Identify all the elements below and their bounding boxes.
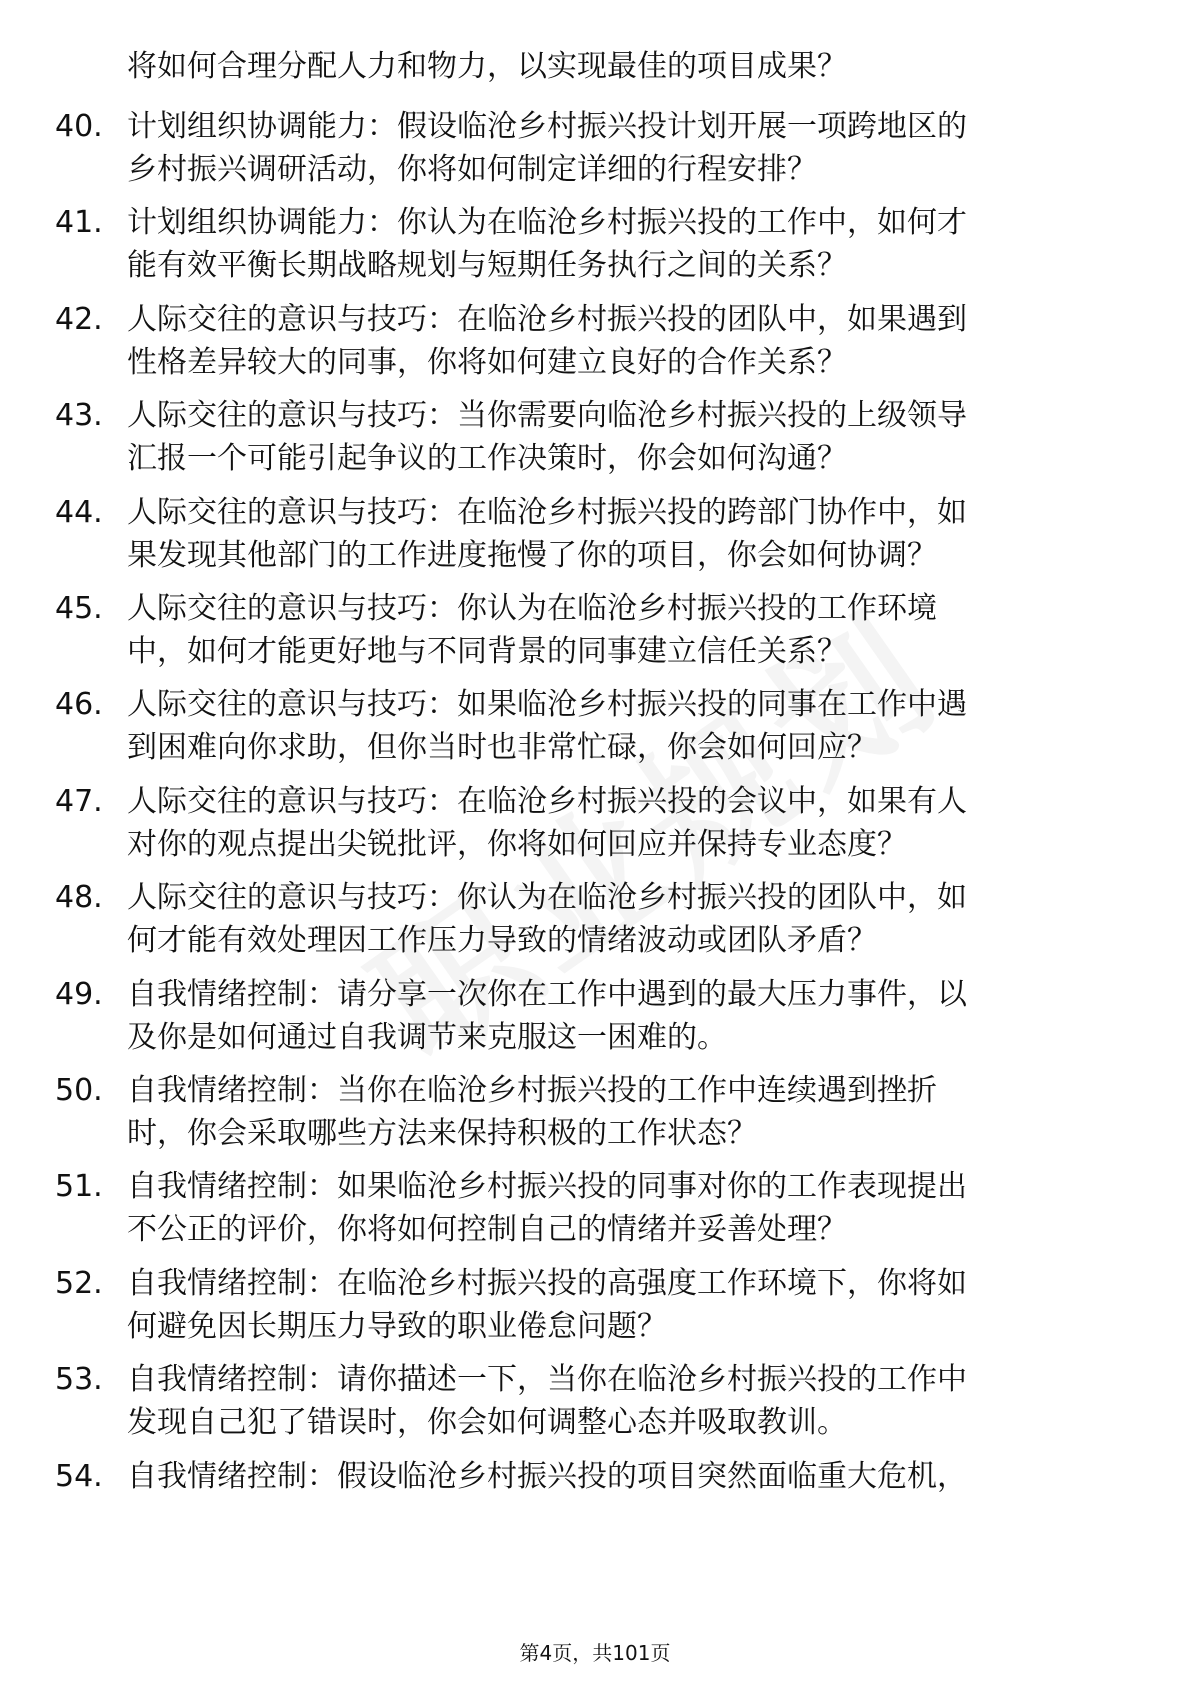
question-line-2: 及你是如何通过自我调节来克服这一困难的。 — [127, 1019, 727, 1055]
question-item — [0, 105, 1190, 191]
question-text — [127, 1358, 967, 1444]
question-item — [0, 1455, 1190, 1541]
question-text — [127, 587, 937, 673]
question-line-2: 时，你会采取哪些方法来保持积极的工作状态？ — [127, 1116, 757, 1151]
question-number: 52. — [55, 1265, 103, 1301]
question-item — [0, 491, 1190, 577]
question-text — [127, 973, 967, 1059]
continuation-line: 将如何合理分配人力和物力，以实现最佳的项目成果？ — [127, 49, 847, 84]
question-line-2: 能有效平衡长期战略规划与短期任务执行之间的关系？ — [127, 248, 847, 284]
question-item — [0, 201, 1190, 287]
question-line-2: 对你的观点提出尖锐批评，你将如何回应并保持专业态度？ — [127, 826, 907, 862]
question-number: 46. — [55, 687, 103, 723]
question-item — [0, 1358, 1190, 1444]
question-text — [127, 1455, 967, 1498]
question-text — [127, 394, 967, 480]
question-text — [127, 1069, 937, 1155]
question-number: 49. — [55, 976, 103, 1012]
question-text — [127, 105, 967, 191]
question-line-1: 自我情绪控制：请你描述一下，当你在临沧乡村振兴投的工作中 — [127, 1362, 967, 1398]
question-number: 48. — [55, 880, 103, 916]
question-number: 50. — [55, 1073, 103, 1108]
question-text — [127, 780, 967, 866]
question-number: 41. — [55, 205, 103, 241]
question-text — [127, 298, 967, 384]
question-line-2: 到困难向你求助，但你当时也非常忙碌，你会如何回应？ — [127, 730, 877, 766]
question-item — [0, 587, 1190, 673]
question-line-1: 人际交往的意识与技巧：你认为在临沧乡村振兴投的工作环境 — [127, 591, 937, 626]
question-line-1: 人际交往的意识与技巧：在临沧乡村振兴投的会议中，如果有人 — [127, 783, 967, 819]
question-text — [127, 491, 967, 577]
question-text — [127, 1165, 967, 1251]
question-line-2: 性格差异较大的同事，你将如何建立良好的合作关系？ — [127, 344, 847, 380]
question-item — [0, 780, 1190, 866]
question-text — [127, 1262, 967, 1348]
question-line-1: 计划组织协调能力：假设临沧乡村振兴投计划开展一项跨地区的 — [127, 109, 967, 144]
question-line-1: 自我情绪控制：请分享一次你在工作中遇到的最大压力事件，以 — [127, 976, 967, 1012]
question-line-1: 人际交往的意识与技巧：如果临沧乡村振兴投的同事在工作中遇 — [127, 687, 967, 723]
question-line-1: 人际交往的意识与技巧：当你需要向临沧乡村振兴投的上级领导 — [127, 398, 967, 434]
question-line-1: 自我情绪控制：当你在临沧乡村振兴投的工作中连续遇到挫折 — [127, 1073, 937, 1108]
question-line-1: 自我情绪控制：如果临沧乡村振兴投的同事对你的工作表现提出 — [127, 1169, 967, 1205]
question-number: 45. — [55, 591, 103, 626]
question-number: 51. — [55, 1169, 103, 1205]
question-text — [127, 876, 967, 962]
question-item — [0, 1165, 1190, 1251]
question-line-2: 不公正的评价，你将如何控制自己的情绪并妥善处理？ — [127, 1212, 847, 1248]
question-number: 47. — [55, 783, 103, 819]
page-footer: 第4页，共101页 — [519, 1641, 671, 1665]
question-text — [127, 201, 967, 287]
question-number: 54. — [55, 1458, 103, 1494]
question-text — [127, 683, 967, 769]
question-line-1: 人际交往的意识与技巧：你认为在临沧乡村振兴投的团队中，如 — [127, 880, 967, 916]
question-line-1: 自我情绪控制：假设临沧乡村振兴投的项目突然面临重大危机， — [127, 1458, 967, 1494]
question-number: 42. — [55, 301, 103, 337]
question-line-2: 发现自己犯了错误时，你会如何调整心态并吸取教训。 — [127, 1405, 847, 1441]
question-number: 43. — [55, 398, 103, 434]
question-item — [0, 1262, 1190, 1348]
question-item — [0, 394, 1190, 480]
question-line-1: 自我情绪控制：在临沧乡村振兴投的高强度工作环境下，你将如 — [127, 1265, 967, 1301]
question-item — [0, 298, 1190, 384]
question-line-2: 何才能有效处理因工作压力导致的情绪波动或团队矛盾？ — [127, 923, 877, 959]
question-line-1: 人际交往的意识与技巧：在临沧乡村振兴投的跨部门协作中，如 — [127, 494, 967, 530]
question-line-2: 乡村振兴调研活动，你将如何制定详细的行程安排？ — [127, 152, 817, 187]
question-line-2: 汇报一个可能引起争议的工作决策时，你会如何沟通？ — [127, 441, 847, 477]
question-item — [0, 683, 1190, 769]
question-item — [0, 876, 1190, 962]
question-line-1: 人际交往的意识与技巧：在临沧乡村振兴投的团队中，如果遇到 — [127, 301, 967, 337]
question-item — [0, 1069, 1190, 1155]
question-line-2: 何避免因长期压力导致的职业倦怠问题？ — [127, 1308, 667, 1344]
question-line-2: 果发现其他部门的工作进度拖慢了你的项目，你会如何协调？ — [127, 537, 937, 573]
question-number: 44. — [55, 494, 103, 530]
question-line-2: 中，如何才能更好地与不同背景的同事建立信任关系？ — [127, 634, 847, 669]
question-number: 40. — [55, 109, 103, 144]
question-number: 53. — [55, 1362, 103, 1398]
question-line-1: 计划组织协调能力：你认为在临沧乡村振兴投的工作中，如何才 — [127, 205, 967, 241]
question-item — [0, 973, 1190, 1059]
